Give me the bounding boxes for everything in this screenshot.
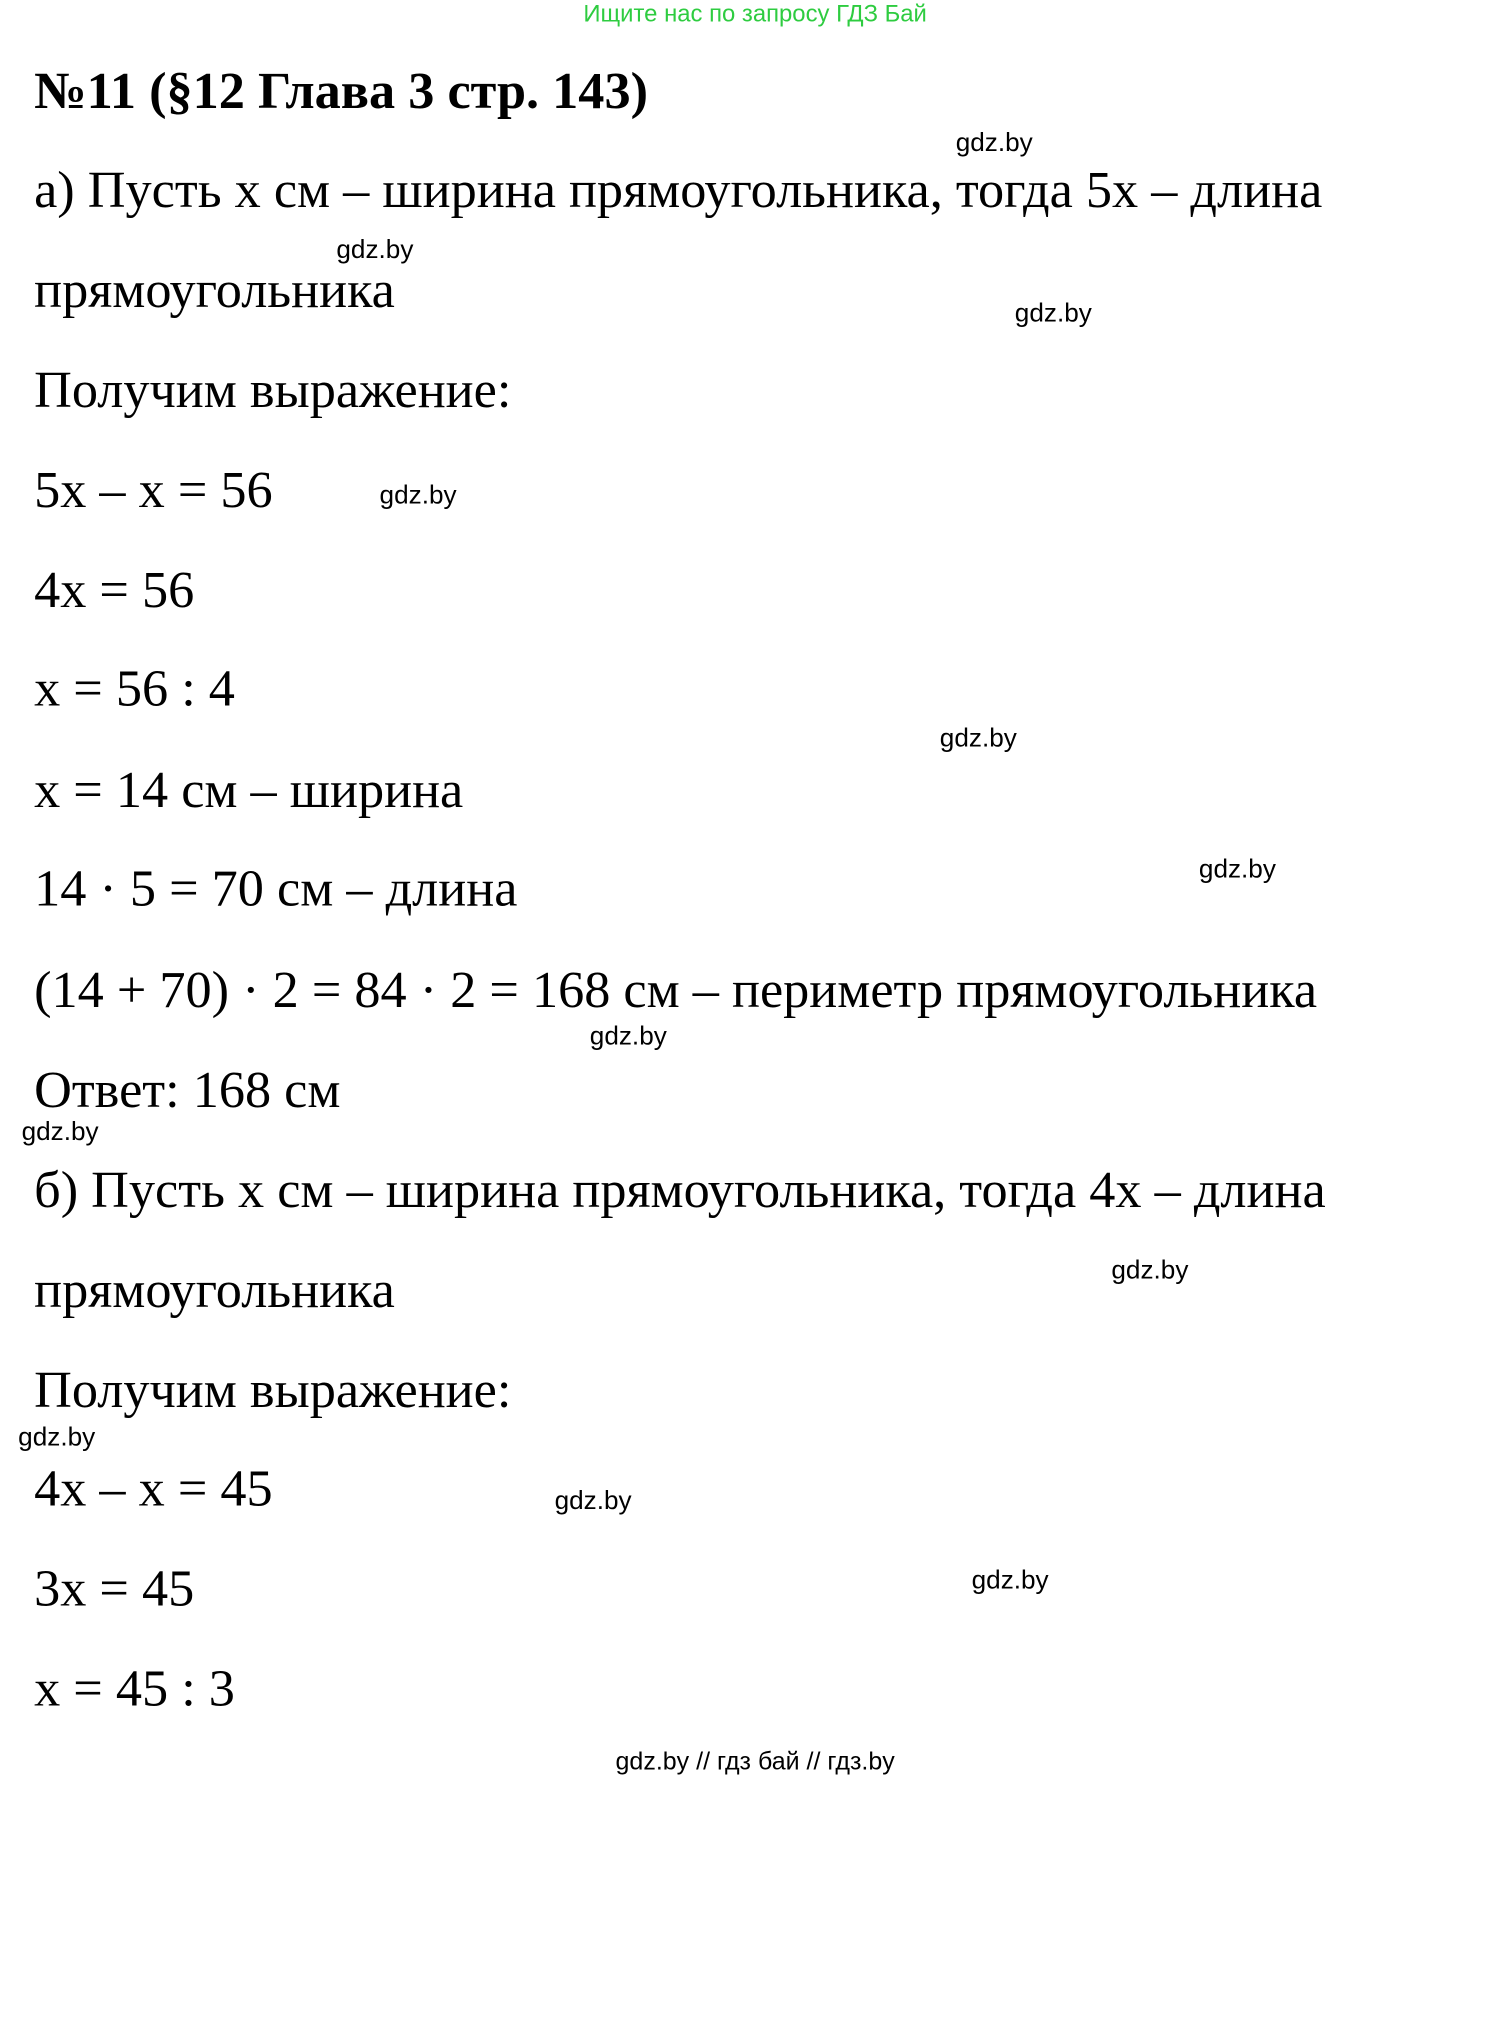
solution-line-a-intro: а) Пусть x см – ширина прямоугольника, тогда 5x – длина <box>34 160 1323 219</box>
solution-line-a-equation-1: 5x – x = 56 <box>34 460 273 519</box>
watermark: gdz.by <box>971 1564 1049 1595</box>
solution-line-b-intro-cont: прямоугольника <box>34 1260 395 1319</box>
watermark: gdz.by <box>955 127 1033 157</box>
solution-line-a-equation-3: x = 56 : 4 <box>34 659 235 718</box>
solution-line-b-equation-2: 3x = 45 <box>34 1559 195 1618</box>
solution-line-a-expression-label: Получим выражение: <box>34 360 512 419</box>
watermark: gdz.by <box>336 234 414 264</box>
watermark: gdz.by <box>18 1421 96 1452</box>
solution-line-a-answer: Ответ: 168 см <box>34 1060 341 1119</box>
solution-line-b-equation-1: 4x – x = 45 <box>34 1459 273 1518</box>
watermark: gdz.by <box>939 722 1017 753</box>
footer-links: gdz.by // гдз бай // гдз.by <box>615 1746 895 1776</box>
watermark: gdz.by <box>21 1115 99 1146</box>
solution-line-a-intro-cont: прямоугольника <box>34 260 395 319</box>
solution-line-a-perimeter: (14 + 70) · 2 = 84 · 2 = 168 см – периметр прямоугольника <box>34 960 1318 1019</box>
solution-line-b-intro: б) Пусть x см – ширина прямоугольника, тогда 4x – длина <box>34 1160 1326 1219</box>
watermark: gdz.by <box>1014 297 1092 328</box>
exercise-title: №11 (§12 Глава 3 стр. 143) <box>34 61 648 120</box>
solution-line-a-length: 14 · 5 = 70 см – длина <box>34 859 518 918</box>
solution-line-b-equation-3: x = 45 : 3 <box>34 1659 235 1718</box>
watermark: gdz.by <box>589 1020 667 1051</box>
watermark: gdz.by <box>1111 1254 1189 1285</box>
watermark: gdz.by <box>379 479 457 510</box>
watermark: gdz.by <box>554 1485 632 1515</box>
solution-line-a-equation-2: 4x = 56 <box>34 560 195 619</box>
watermark: gdz.by <box>1198 853 1276 883</box>
search-banner: Ищите нас по запросу ГДЗ Бай <box>583 1 927 28</box>
solution-line-a-width: x = 14 см – ширина <box>34 760 464 819</box>
solution-line-b-expression-label: Получим выражение: <box>34 1360 512 1419</box>
